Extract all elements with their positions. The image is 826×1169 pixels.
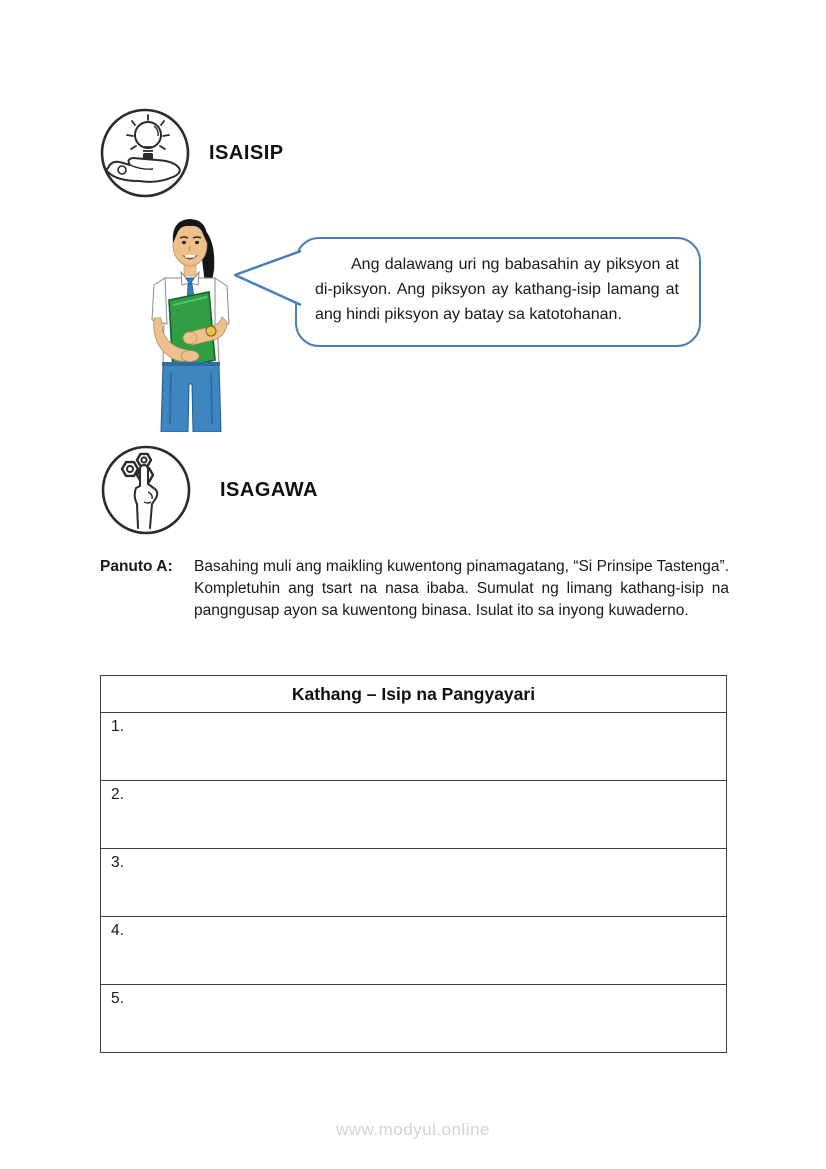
table-title: Kathang – Isip na Pangyayari (101, 676, 727, 713)
answer-cell-4: 4. (101, 917, 727, 985)
answer-cell-5: 5. (101, 985, 727, 1053)
hand-flicking-nuts-icon (100, 444, 192, 536)
table-row (101, 917, 727, 985)
table-row (101, 781, 727, 849)
answer-cell-3: 3. (101, 849, 727, 917)
instructions-text: Basahing muli ang maikling kuwentong pinamagatang, “Si Prinsipe Tastenga”. Kompletuhin ang tsart na nasa ibaba. Sumulat ng limang kathang-isip na pangngusap ayon sa kuwentong binasa. Isulat ito sa inyong kuwaderno. (194, 558, 729, 619)
table-row (101, 849, 727, 917)
isaisip-section-header (99, 107, 284, 199)
speech-bubble-text: Ang dalawang uri ng babasahin ay piksyon at di-piksyon. Ang piksyon ay kathang-isip lamang at ang hindi piksyon ay batay sa katotohanan. (315, 256, 679, 323)
isagawa-title: ISAGAWA (220, 478, 318, 501)
table-row (101, 713, 727, 781)
kathang-isip-table (100, 675, 727, 1053)
watermark: www.modyul.online (335, 1120, 490, 1139)
instructions-block (100, 556, 729, 622)
student-illustration (143, 212, 238, 432)
speech-bubble-tail (233, 249, 303, 311)
lightbulb-in-hand-icon (99, 107, 191, 199)
table-row (101, 985, 727, 1053)
answer-cell-1: 1. (101, 713, 727, 781)
instructions-label: Panuto A: (100, 558, 173, 575)
isaisip-title: ISAISIP (209, 141, 284, 164)
answer-cell-2: 2. (101, 781, 727, 849)
isagawa-section-header (100, 444, 318, 536)
table-header-row (101, 676, 727, 713)
speech-bubble (295, 237, 701, 347)
